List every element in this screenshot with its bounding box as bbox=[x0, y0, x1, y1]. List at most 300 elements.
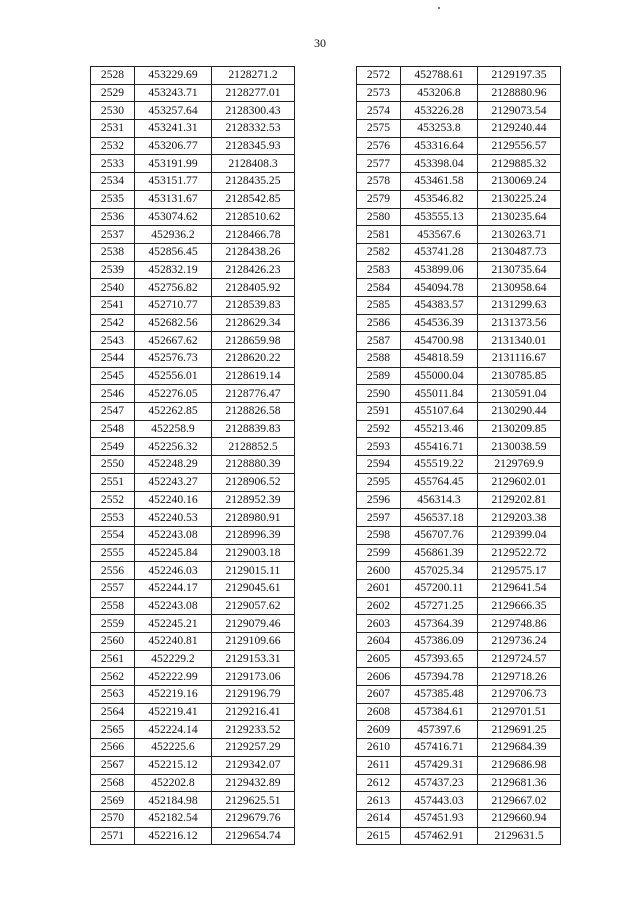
x-coordinate-cell: 452240.53 bbox=[135, 509, 212, 527]
point-number-cell: 2593 bbox=[357, 438, 401, 456]
point-number-cell: 2609 bbox=[357, 721, 401, 739]
y-coordinate-cell: 2129240.44 bbox=[478, 120, 561, 138]
point-number-cell: 2601 bbox=[357, 579, 401, 597]
point-number-cell: 2589 bbox=[357, 367, 401, 385]
table-row bbox=[357, 279, 561, 297]
x-coordinate-cell: 452225.6 bbox=[135, 739, 212, 757]
point-number-cell: 2537 bbox=[91, 226, 135, 244]
point-number-cell: 2529 bbox=[91, 84, 135, 102]
y-coordinate-cell: 2131116.67 bbox=[478, 350, 561, 368]
table-row bbox=[357, 633, 561, 651]
table-row bbox=[91, 473, 295, 491]
x-coordinate-cell: 452682.56 bbox=[135, 314, 212, 332]
y-coordinate-cell: 2130958.64 bbox=[478, 279, 561, 297]
y-coordinate-cell: 2129684.39 bbox=[478, 739, 561, 757]
y-coordinate-cell: 2129691.25 bbox=[478, 721, 561, 739]
x-coordinate-cell: 452248.29 bbox=[135, 456, 212, 474]
y-coordinate-cell: 2128277.01 bbox=[212, 84, 295, 102]
x-coordinate-cell: 452184.98 bbox=[135, 792, 212, 810]
y-coordinate-cell: 2128510.62 bbox=[212, 208, 295, 226]
x-coordinate-cell: 452710.77 bbox=[135, 296, 212, 314]
x-coordinate-cell: 455213.46 bbox=[401, 420, 478, 438]
y-coordinate-cell: 2130069.24 bbox=[478, 173, 561, 191]
y-coordinate-cell: 2131299.63 bbox=[478, 296, 561, 314]
table-row bbox=[91, 296, 295, 314]
point-number-cell: 2540 bbox=[91, 279, 135, 297]
y-coordinate-cell: 2130235.64 bbox=[478, 208, 561, 226]
point-number-cell: 2584 bbox=[357, 279, 401, 297]
point-number-cell: 2552 bbox=[91, 491, 135, 509]
point-number-cell: 2528 bbox=[91, 67, 135, 85]
point-number-cell: 2564 bbox=[91, 703, 135, 721]
x-coordinate-cell: 453253.8 bbox=[401, 120, 478, 138]
coordinates-table-right-body bbox=[357, 67, 561, 845]
point-number-cell: 2614 bbox=[357, 809, 401, 827]
y-coordinate-cell: 2128839.83 bbox=[212, 420, 295, 438]
y-coordinate-cell: 2129173.06 bbox=[212, 668, 295, 686]
table-row bbox=[91, 633, 295, 651]
table-row bbox=[357, 597, 561, 615]
y-coordinate-cell: 2129706.73 bbox=[478, 686, 561, 704]
y-coordinate-cell: 2128426.23 bbox=[212, 261, 295, 279]
y-coordinate-cell: 2128435.25 bbox=[212, 173, 295, 191]
table-row bbox=[91, 190, 295, 208]
point-number-cell: 2530 bbox=[91, 102, 135, 120]
table-row bbox=[91, 579, 295, 597]
table-row bbox=[91, 438, 295, 456]
x-coordinate-cell: 453899.06 bbox=[401, 261, 478, 279]
y-coordinate-cell: 2129641.54 bbox=[478, 579, 561, 597]
point-number-cell: 2551 bbox=[91, 473, 135, 491]
point-number-cell: 2538 bbox=[91, 243, 135, 261]
point-number-cell: 2607 bbox=[357, 686, 401, 704]
y-coordinate-cell: 2131373.56 bbox=[478, 314, 561, 332]
y-coordinate-cell: 2128466.78 bbox=[212, 226, 295, 244]
point-number-cell: 2600 bbox=[357, 562, 401, 580]
x-coordinate-cell: 457200.11 bbox=[401, 579, 478, 597]
y-coordinate-cell: 2129216.41 bbox=[212, 703, 295, 721]
table-row bbox=[91, 155, 295, 173]
table-row bbox=[357, 491, 561, 509]
table-row bbox=[91, 668, 295, 686]
x-coordinate-cell: 457397.6 bbox=[401, 721, 478, 739]
x-coordinate-cell: 455011.84 bbox=[401, 385, 478, 403]
point-number-cell: 2556 bbox=[91, 562, 135, 580]
x-coordinate-cell: 452856.45 bbox=[135, 243, 212, 261]
point-number-cell: 2605 bbox=[357, 650, 401, 668]
x-coordinate-cell: 453243.71 bbox=[135, 84, 212, 102]
table-row bbox=[357, 314, 561, 332]
table-row bbox=[91, 332, 295, 350]
x-coordinate-cell: 453398.04 bbox=[401, 155, 478, 173]
point-number-cell: 2560 bbox=[91, 633, 135, 651]
table-row bbox=[91, 243, 295, 261]
point-number-cell: 2541 bbox=[91, 296, 135, 314]
point-number-cell: 2594 bbox=[357, 456, 401, 474]
point-number-cell: 2567 bbox=[91, 756, 135, 774]
y-coordinate-cell: 2129686.98 bbox=[478, 756, 561, 774]
y-coordinate-cell: 2129575.17 bbox=[478, 562, 561, 580]
y-coordinate-cell: 2130785.85 bbox=[478, 367, 561, 385]
table-row bbox=[357, 509, 561, 527]
table-row bbox=[357, 296, 561, 314]
point-number-cell: 2553 bbox=[91, 509, 135, 527]
y-coordinate-cell: 2129003.18 bbox=[212, 544, 295, 562]
table-row bbox=[91, 350, 295, 368]
y-coordinate-cell: 2128620.22 bbox=[212, 350, 295, 368]
table-row bbox=[357, 261, 561, 279]
table-row bbox=[91, 403, 295, 421]
x-coordinate-cell: 452258.9 bbox=[135, 420, 212, 438]
point-number-cell: 2606 bbox=[357, 668, 401, 686]
y-coordinate-cell: 2129073.54 bbox=[478, 102, 561, 120]
x-coordinate-cell: 457025.34 bbox=[401, 562, 478, 580]
point-number-cell: 2546 bbox=[91, 385, 135, 403]
y-coordinate-cell: 2129769.9 bbox=[478, 456, 561, 474]
y-coordinate-cell: 2129399.04 bbox=[478, 526, 561, 544]
y-coordinate-cell: 2129045.61 bbox=[212, 579, 295, 597]
x-coordinate-cell: 455519.22 bbox=[401, 456, 478, 474]
point-number-cell: 2580 bbox=[357, 208, 401, 226]
table-row bbox=[91, 739, 295, 757]
x-coordinate-cell: 453131.67 bbox=[135, 190, 212, 208]
x-coordinate-cell: 453191.99 bbox=[135, 155, 212, 173]
y-coordinate-cell: 2128826.58 bbox=[212, 403, 295, 421]
table-row bbox=[357, 456, 561, 474]
y-coordinate-cell: 2129625.51 bbox=[212, 792, 295, 810]
x-coordinate-cell: 453229.69 bbox=[135, 67, 212, 85]
y-coordinate-cell: 2129432.89 bbox=[212, 774, 295, 792]
y-coordinate-cell: 2130225.24 bbox=[478, 190, 561, 208]
y-coordinate-cell: 2129153.31 bbox=[212, 650, 295, 668]
point-number-cell: 2572 bbox=[357, 67, 401, 85]
table-row bbox=[357, 721, 561, 739]
point-number-cell: 2543 bbox=[91, 332, 135, 350]
point-number-cell: 2579 bbox=[357, 190, 401, 208]
point-number-cell: 2598 bbox=[357, 526, 401, 544]
x-coordinate-cell: 453241.31 bbox=[135, 120, 212, 138]
x-coordinate-cell: 455764.45 bbox=[401, 473, 478, 491]
x-coordinate-cell: 457416.71 bbox=[401, 739, 478, 757]
point-number-cell: 2533 bbox=[91, 155, 135, 173]
table-row bbox=[357, 703, 561, 721]
x-coordinate-cell: 452229.2 bbox=[135, 650, 212, 668]
x-coordinate-cell: 456537.18 bbox=[401, 509, 478, 527]
x-coordinate-cell: 456861.39 bbox=[401, 544, 478, 562]
table-row bbox=[91, 526, 295, 544]
table-row bbox=[91, 721, 295, 739]
table-row bbox=[91, 562, 295, 580]
x-coordinate-cell: 454536.39 bbox=[401, 314, 478, 332]
x-coordinate-cell: 457384.61 bbox=[401, 703, 478, 721]
point-number-cell: 2545 bbox=[91, 367, 135, 385]
table-row bbox=[91, 420, 295, 438]
point-number-cell: 2573 bbox=[357, 84, 401, 102]
table-row bbox=[91, 84, 295, 102]
y-coordinate-cell: 2128906.52 bbox=[212, 473, 295, 491]
x-coordinate-cell: 453151.77 bbox=[135, 173, 212, 191]
y-coordinate-cell: 2128542.85 bbox=[212, 190, 295, 208]
x-coordinate-cell: 454818.59 bbox=[401, 350, 478, 368]
point-number-cell: 2592 bbox=[357, 420, 401, 438]
point-number-cell: 2544 bbox=[91, 350, 135, 368]
x-coordinate-cell: 452667.62 bbox=[135, 332, 212, 350]
x-coordinate-cell: 452222.99 bbox=[135, 668, 212, 686]
x-coordinate-cell: 453206.8 bbox=[401, 84, 478, 102]
table-row bbox=[91, 544, 295, 562]
page-number: 30 bbox=[314, 36, 326, 50]
point-number-cell: 2531 bbox=[91, 120, 135, 138]
x-coordinate-cell: 455416.71 bbox=[401, 438, 478, 456]
y-coordinate-cell: 2129196.79 bbox=[212, 686, 295, 704]
table-row bbox=[91, 102, 295, 120]
point-number-cell: 2595 bbox=[357, 473, 401, 491]
x-coordinate-cell: 453555.13 bbox=[401, 208, 478, 226]
y-coordinate-cell: 2129079.46 bbox=[212, 615, 295, 633]
x-coordinate-cell: 457429.31 bbox=[401, 756, 478, 774]
y-coordinate-cell: 2130735.64 bbox=[478, 261, 561, 279]
point-number-cell: 2561 bbox=[91, 650, 135, 668]
point-number-cell: 2571 bbox=[91, 827, 135, 845]
table-row bbox=[357, 792, 561, 810]
x-coordinate-cell: 452243.27 bbox=[135, 473, 212, 491]
point-number-cell: 2585 bbox=[357, 296, 401, 314]
y-coordinate-cell: 2129666.35 bbox=[478, 597, 561, 615]
coordinates-table-left-body bbox=[91, 67, 295, 845]
y-coordinate-cell: 2129885.32 bbox=[478, 155, 561, 173]
table-row bbox=[91, 261, 295, 279]
point-number-cell: 2587 bbox=[357, 332, 401, 350]
y-coordinate-cell: 2129109.66 bbox=[212, 633, 295, 651]
point-number-cell: 2615 bbox=[357, 827, 401, 845]
scan-speck bbox=[438, 7, 440, 9]
x-coordinate-cell: 452276.05 bbox=[135, 385, 212, 403]
point-number-cell: 2599 bbox=[357, 544, 401, 562]
table-row bbox=[357, 208, 561, 226]
y-coordinate-cell: 2129057.62 bbox=[212, 597, 295, 615]
point-number-cell: 2578 bbox=[357, 173, 401, 191]
y-coordinate-cell: 2128438.26 bbox=[212, 243, 295, 261]
x-coordinate-cell: 452245.21 bbox=[135, 615, 212, 633]
y-coordinate-cell: 2129203.38 bbox=[478, 509, 561, 527]
x-coordinate-cell: 457271.25 bbox=[401, 597, 478, 615]
table-row bbox=[91, 314, 295, 332]
x-coordinate-cell: 457462.91 bbox=[401, 827, 478, 845]
point-number-cell: 2554 bbox=[91, 526, 135, 544]
point-number-cell: 2550 bbox=[91, 456, 135, 474]
table-row bbox=[357, 350, 561, 368]
point-number-cell: 2559 bbox=[91, 615, 135, 633]
y-coordinate-cell: 2128776.47 bbox=[212, 385, 295, 403]
x-coordinate-cell: 453206.77 bbox=[135, 137, 212, 155]
x-coordinate-cell: 455000.04 bbox=[401, 367, 478, 385]
coordinates-table-right bbox=[356, 66, 561, 845]
point-number-cell: 2574 bbox=[357, 102, 401, 120]
table-row bbox=[357, 473, 561, 491]
x-coordinate-cell: 452756.82 bbox=[135, 279, 212, 297]
y-coordinate-cell: 2129631.5 bbox=[478, 827, 561, 845]
x-coordinate-cell: 452788.61 bbox=[401, 67, 478, 85]
table-row bbox=[91, 491, 295, 509]
y-coordinate-cell: 2129724.57 bbox=[478, 650, 561, 668]
point-number-cell: 2548 bbox=[91, 420, 135, 438]
y-coordinate-cell: 2129654.74 bbox=[212, 827, 295, 845]
point-number-cell: 2568 bbox=[91, 774, 135, 792]
table-row bbox=[357, 526, 561, 544]
table-row bbox=[357, 686, 561, 704]
y-coordinate-cell: 2128345.93 bbox=[212, 137, 295, 155]
table-row bbox=[357, 774, 561, 792]
x-coordinate-cell: 452256.32 bbox=[135, 438, 212, 456]
point-number-cell: 2565 bbox=[91, 721, 135, 739]
x-coordinate-cell: 452240.81 bbox=[135, 633, 212, 651]
y-coordinate-cell: 2129681.36 bbox=[478, 774, 561, 792]
table-row bbox=[357, 615, 561, 633]
x-coordinate-cell: 457437.23 bbox=[401, 774, 478, 792]
y-coordinate-cell: 2128271.2 bbox=[212, 67, 295, 85]
table-row bbox=[357, 120, 561, 138]
x-coordinate-cell: 452832.19 bbox=[135, 261, 212, 279]
x-coordinate-cell: 455107.64 bbox=[401, 403, 478, 421]
table-row bbox=[357, 84, 561, 102]
y-coordinate-cell: 2128619.14 bbox=[212, 367, 295, 385]
point-number-cell: 2557 bbox=[91, 579, 135, 597]
table-row bbox=[357, 809, 561, 827]
table-row bbox=[357, 385, 561, 403]
point-number-cell: 2596 bbox=[357, 491, 401, 509]
y-coordinate-cell: 2129342.07 bbox=[212, 756, 295, 774]
point-number-cell: 2583 bbox=[357, 261, 401, 279]
table-row bbox=[357, 562, 561, 580]
point-number-cell: 2582 bbox=[357, 243, 401, 261]
x-coordinate-cell: 456707.76 bbox=[401, 526, 478, 544]
table-row bbox=[91, 650, 295, 668]
point-number-cell: 2586 bbox=[357, 314, 401, 332]
x-coordinate-cell: 454700.98 bbox=[401, 332, 478, 350]
table-row bbox=[357, 137, 561, 155]
y-coordinate-cell: 2128405.92 bbox=[212, 279, 295, 297]
point-number-cell: 2588 bbox=[357, 350, 401, 368]
point-number-cell: 2539 bbox=[91, 261, 135, 279]
y-coordinate-cell: 2128659.98 bbox=[212, 332, 295, 350]
y-coordinate-cell: 2128539.83 bbox=[212, 296, 295, 314]
point-number-cell: 2563 bbox=[91, 686, 135, 704]
x-coordinate-cell: 452576.73 bbox=[135, 350, 212, 368]
y-coordinate-cell: 2128880.96 bbox=[478, 84, 561, 102]
point-number-cell: 2602 bbox=[357, 597, 401, 615]
y-coordinate-cell: 2129556.57 bbox=[478, 137, 561, 155]
y-coordinate-cell: 2129522.72 bbox=[478, 544, 561, 562]
x-coordinate-cell: 453257.64 bbox=[135, 102, 212, 120]
y-coordinate-cell: 2128629.34 bbox=[212, 314, 295, 332]
x-coordinate-cell: 453226.28 bbox=[401, 102, 478, 120]
y-coordinate-cell: 2130209.85 bbox=[478, 420, 561, 438]
point-number-cell: 2534 bbox=[91, 173, 135, 191]
table-row bbox=[357, 668, 561, 686]
x-coordinate-cell: 452202.8 bbox=[135, 774, 212, 792]
x-coordinate-cell: 457393.65 bbox=[401, 650, 478, 668]
table-row bbox=[91, 756, 295, 774]
table-row bbox=[357, 102, 561, 120]
point-number-cell: 2542 bbox=[91, 314, 135, 332]
y-coordinate-cell: 2129718.26 bbox=[478, 668, 561, 686]
table-row bbox=[357, 544, 561, 562]
x-coordinate-cell: 452244.17 bbox=[135, 579, 212, 597]
x-coordinate-cell: 452215.12 bbox=[135, 756, 212, 774]
table-row bbox=[357, 420, 561, 438]
point-number-cell: 2610 bbox=[357, 739, 401, 757]
y-coordinate-cell: 2129602.01 bbox=[478, 473, 561, 491]
point-number-cell: 2613 bbox=[357, 792, 401, 810]
table-row bbox=[91, 456, 295, 474]
table-row bbox=[357, 650, 561, 668]
table-row bbox=[91, 597, 295, 615]
table-row bbox=[91, 809, 295, 827]
y-coordinate-cell: 2128300.43 bbox=[212, 102, 295, 120]
table-row bbox=[91, 120, 295, 138]
point-number-cell: 2575 bbox=[357, 120, 401, 138]
y-coordinate-cell: 2130487.73 bbox=[478, 243, 561, 261]
x-coordinate-cell: 452246.03 bbox=[135, 562, 212, 580]
y-coordinate-cell: 2129748.86 bbox=[478, 615, 561, 633]
point-number-cell: 2603 bbox=[357, 615, 401, 633]
table-row bbox=[91, 279, 295, 297]
table-row bbox=[91, 226, 295, 244]
y-coordinate-cell: 2129233.52 bbox=[212, 721, 295, 739]
y-coordinate-cell: 2128952.39 bbox=[212, 491, 295, 509]
table-row bbox=[91, 774, 295, 792]
y-coordinate-cell: 2128408.3 bbox=[212, 155, 295, 173]
point-number-cell: 2570 bbox=[91, 809, 135, 827]
y-coordinate-cell: 2129197.35 bbox=[478, 67, 561, 85]
table-row bbox=[91, 827, 295, 845]
coordinates-table-left bbox=[90, 66, 295, 845]
table-row bbox=[91, 385, 295, 403]
point-number-cell: 2590 bbox=[357, 385, 401, 403]
x-coordinate-cell: 453074.62 bbox=[135, 208, 212, 226]
x-coordinate-cell: 452262.85 bbox=[135, 403, 212, 421]
x-coordinate-cell: 452245.84 bbox=[135, 544, 212, 562]
x-coordinate-cell: 454383.57 bbox=[401, 296, 478, 314]
point-number-cell: 2569 bbox=[91, 792, 135, 810]
table-row bbox=[357, 579, 561, 597]
x-coordinate-cell: 453316.64 bbox=[401, 137, 478, 155]
x-coordinate-cell: 456314.3 bbox=[401, 491, 478, 509]
y-coordinate-cell: 2129701.51 bbox=[478, 703, 561, 721]
point-number-cell: 2608 bbox=[357, 703, 401, 721]
y-coordinate-cell: 2129736.24 bbox=[478, 633, 561, 651]
y-coordinate-cell: 2130591.04 bbox=[478, 385, 561, 403]
table-row bbox=[357, 367, 561, 385]
table-row bbox=[357, 67, 561, 85]
table-row bbox=[357, 173, 561, 191]
point-number-cell: 2566 bbox=[91, 739, 135, 757]
y-coordinate-cell: 2128996.39 bbox=[212, 526, 295, 544]
x-coordinate-cell: 452216.12 bbox=[135, 827, 212, 845]
x-coordinate-cell: 452240.16 bbox=[135, 491, 212, 509]
table-row bbox=[357, 226, 561, 244]
x-coordinate-cell: 452219.16 bbox=[135, 686, 212, 704]
y-coordinate-cell: 2129257.29 bbox=[212, 739, 295, 757]
y-coordinate-cell: 2128852.5 bbox=[212, 438, 295, 456]
y-coordinate-cell: 2130290.44 bbox=[478, 403, 561, 421]
y-coordinate-cell: 2129660.94 bbox=[478, 809, 561, 827]
y-coordinate-cell: 2129667.02 bbox=[478, 792, 561, 810]
point-number-cell: 2562 bbox=[91, 668, 135, 686]
x-coordinate-cell: 457364.39 bbox=[401, 615, 478, 633]
y-coordinate-cell: 2130263.71 bbox=[478, 226, 561, 244]
point-number-cell: 2591 bbox=[357, 403, 401, 421]
